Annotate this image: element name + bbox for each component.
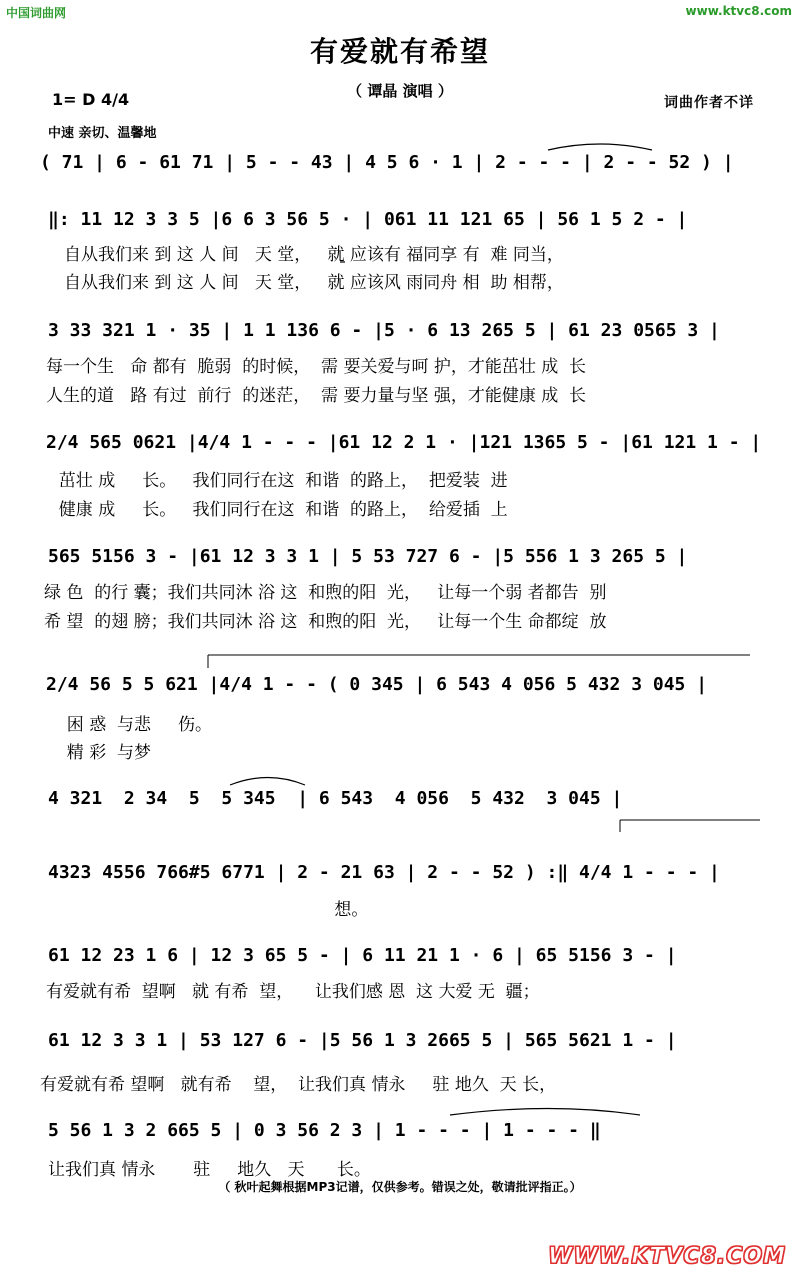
score-row-6-lyric-1: 困 惑 与悲 伤。 xyxy=(56,715,213,735)
score-row-8-lyric-1: 想。 xyxy=(48,900,369,920)
score-row-5-notes: 565 5156 3 - |61 12 3 3 1 | 5 53 727 6 - |5 556 1 3 265 5 | xyxy=(48,546,688,567)
score-row-11-lyric-1: 让我们真 情永 驻 地久 天 长。 xyxy=(48,1160,371,1180)
score-row-6-notes: 2/4 56 5 5 621 |4/4 1 - - ( 0 345 | 6 543 4 056 5 432 3 045 | xyxy=(46,674,708,695)
song-title: 有爱就有希望 xyxy=(309,35,490,68)
score-row-11-notes: 5 56 1 3 2 665 5 | 0 3 56 2 3 | 1 - - - | 1 - - - ‖ xyxy=(48,1120,601,1141)
score-row-10-notes: 61 12 3 3 1 | 53 127 6 - |5 56 1 3 2665 5 | 565 5621 1 - | xyxy=(48,1030,677,1051)
singer-credit: （ 谭晶 演唱 ） xyxy=(347,82,453,100)
score-row-9-notes: 61 12 23 1 6 | 12 3 65 5 - | 6 11 21 1 · 6 | 65 5156 3 - | xyxy=(48,945,677,966)
score-row-9-lyric-1: 有爱就有希 望啊 就 有希 望， 让我们感 恩 这 大爱 无 疆； xyxy=(46,982,540,1002)
score-row-6-lyric-2: 精 彩 与梦 xyxy=(56,743,152,763)
score-row-2-lyric-2: 自从我们来 到 这 人 间 天 堂， 就 应该风 雨同舟 相 助 相帮， xyxy=(64,273,564,293)
score-row-3-lyric-2: 人生的道 路 有过 前行 的迷茫， 需 要力量与坚 强，才能健康 成 长 xyxy=(46,386,587,406)
site-watermark-right[interactable]: www.ktvc8.com xyxy=(685,4,792,18)
score-row-4-lyric-1: 茁壮 成 长。 我们同行在这 和谐 的路上， 把爱装 进 xyxy=(48,471,508,491)
score-row-2-notes: ‖: 11 12 3 3 5 |6 6 3 56 5 · | 061 11 121 65 | 56 1 5 2 - | xyxy=(48,209,688,230)
score-row-4-lyric-2: 健康 成 长。 我们同行在这 和谐 的路上， 给爱插 上 xyxy=(48,500,508,520)
score-row-2-lyric-1: 自从我们来 到 这 人 间 天 堂， 就 应该有 福同享 有 难 同当， xyxy=(64,245,564,265)
score-row-3-lyric-1: 每一个生 命 都有 脆弱 的时候， 需 要关爱与呵 护，才能茁壮 成 长 xyxy=(46,357,587,377)
composer-credit: 词曲作者不详 xyxy=(664,95,754,111)
score-row-10-lyric-1: 有爱就有希 望啊 就有希 望， 让我们真 情永 驻 地久 天 长， xyxy=(40,1075,557,1095)
score-row-8-notes: 4323 4556 766#5 6771 | 2 - 21 63 | 2 - - 52 ) :‖ 4/4 1 - - - | xyxy=(48,862,720,883)
score-row-5-lyric-1: 绿 色 的行 囊；我们共同沐 浴 这 和煦的阳 光， 让每一个弱 者都告 别 xyxy=(44,583,607,603)
site-watermark-left: 中国词曲网 xyxy=(6,6,67,20)
tempo-marking: 中速 亲切、温馨地 xyxy=(48,126,157,141)
score-row-7-notes: 4 321 2 34 5 5 345 | 6 543 4 056 5 432 3 045 | xyxy=(48,788,623,809)
score-row-3-notes: 3 33 321 1 · 35 | 1 1 136 6 - |5 · 6 13 265 5 | 61 23 0565 3 | xyxy=(48,320,720,341)
score-row-5-lyric-2: 希 望 的翅 膀；我们共同沐 浴 这 和煦的阳 光， 让每一个生 命都绽 放 xyxy=(44,612,607,632)
score-row-1-notes: ( 71 | 6 - 61 71 | 5 - - 43 | 4 5 6 · 1 | 2 - - - | 2 - - 52 ) | xyxy=(40,152,734,173)
key-signature: 1= D 4/4 xyxy=(52,90,130,109)
brand-logo[interactable]: WWW.KTVC8.COM xyxy=(548,1244,786,1269)
transcription-note: （ 秋叶起舞根据MP3记谱，仅供参考。错误之处，敬请批评指正。） xyxy=(218,1180,582,1194)
score-row-4-notes: 2/4 565 0621 |4/4 1 - - - |61 12 2 1 · |121 1365 5 - |61 121 1 - | xyxy=(46,432,762,453)
